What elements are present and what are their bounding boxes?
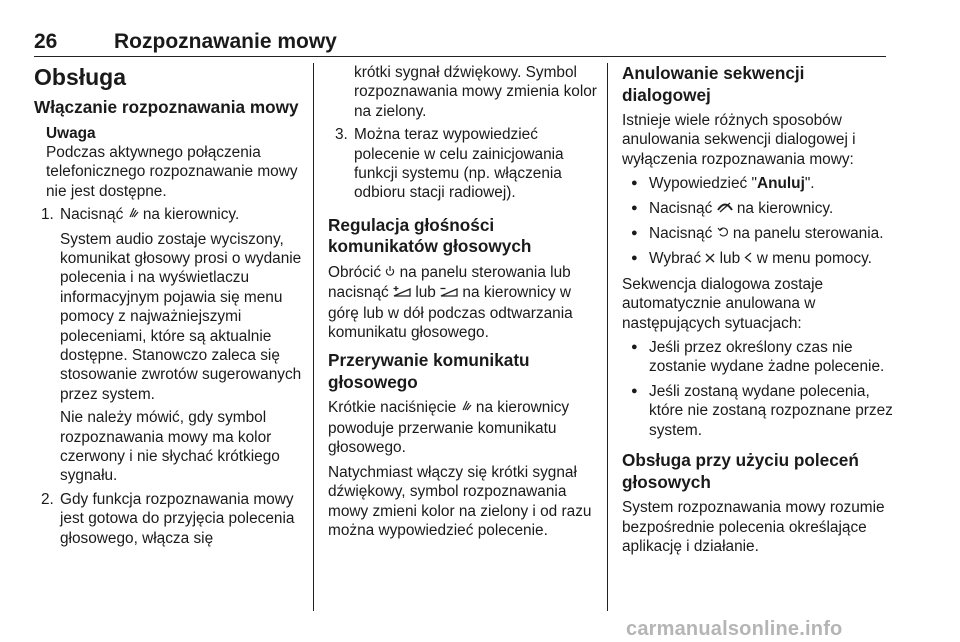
page-header — [34, 30, 886, 57]
step-1-warning: Nie należy mówić, gdy symbol rozpoznawania mowy ma kolor czerwony i nie słychać krótkiego sygnału. — [60, 409, 280, 485]
step-2 — [34, 490, 304, 548]
cancel-intro: Istnieje wiele różnych sposobów anulowania sekwencji dialogowej i wyłączenia rozpoznawania mowy: — [622, 112, 856, 168]
text: na kierownicy w górę lub w dół podczas odtwarzania komunikatu głosowego. — [328, 284, 573, 342]
text: Nacisnąć — [649, 225, 713, 243]
step-3 — [328, 125, 600, 203]
heading-volume: Regulacja głośności komunikatów głosowych — [328, 214, 532, 257]
heading-interrupt: Przerywanie komunikatu głosowego — [328, 350, 530, 392]
text: Nacisnąć — [649, 199, 713, 217]
heading-enable-voice: Włączanie rozpoznawania mowy — [34, 97, 299, 117]
usage-text: System rozpoznawania mowy rozumie bezpośrednie polecenia określające aplikację i działanie. — [622, 499, 885, 555]
list-item — [622, 174, 894, 193]
voice-control-icon — [461, 399, 472, 418]
chevron-left-icon — [744, 250, 752, 269]
column-3 — [622, 63, 894, 561]
watermark: carmanualsonline.info — [626, 618, 843, 640]
text: na panelu sterowania. — [732, 225, 884, 243]
voice-control-icon — [128, 206, 139, 225]
volume-paragraph — [328, 263, 600, 343]
heading-cancel: Anulowanie sekwencji dialogowej — [622, 63, 805, 105]
step-number: 2. — [41, 490, 54, 508]
end-call-icon — [717, 200, 733, 219]
list-item: ● Jeśli zostaną wydane polecenia, które nie zostaną rozpoznane przez system. — [622, 382, 894, 440]
text: Krótkie naciśnięcie — [328, 399, 457, 417]
volume-up-icon — [393, 284, 411, 303]
step-2-continued: krótki sygnał dźwiękowy. Symbol rozpoznawania mowy zmienia kolor na zielony. — [354, 64, 597, 120]
note-text: Podczas aktywnego połączenia telefonicznego rozpoznawanie mowy nie jest dostępne. — [46, 143, 298, 200]
step-number: 1. — [41, 206, 54, 224]
text: Anuluj — [756, 175, 805, 193]
list-item — [622, 249, 894, 269]
step-text: Nacisnąć — [60, 206, 124, 224]
step-text: Gdy funkcja rozpoznawania mowy jest gotowa do przyjęcia polecenia głosowego, włącza się — [60, 490, 295, 547]
text: na panelu sterowania lub nacisnąć — [328, 263, 571, 302]
text: Obrócić — [328, 263, 382, 281]
text: na kierownicy powoduje przerwanie komunikatu głosowego. — [328, 399, 570, 457]
back-icon — [717, 225, 729, 244]
auto-cancel-text: Sekwencja dialogowa zostaje automatycznie anulowana w następujących sytuacjach: — [622, 275, 824, 332]
text: ". — [804, 175, 815, 193]
note-label: Uwaga — [46, 124, 96, 142]
step-text: Można teraz wypowiedzieć polecenie w celu zainicjowania funkcji systemu (np. włączenia odbioru stacji radiowej). — [354, 126, 564, 202]
text: Wypowiedzieć " — [649, 175, 757, 193]
list-item — [622, 199, 894, 219]
section-title: Obsługa — [34, 64, 127, 90]
text: lub — [415, 284, 436, 302]
text: na kierownicy. — [736, 199, 834, 217]
step-1-detail: System audio zostaje wyciszony, komunikat głosowy prosi o wydanie polecenia i na wyświetlaczu informacyjnym pojawia się menu pomocy z najważniejszymi poleceniami, które są aktualnie dostępne. Stanowczo zaleca się stosowanie zwrotów sugerowanych przez system. — [60, 230, 302, 403]
text: lub — [719, 250, 741, 268]
step-number: 3. — [335, 126, 348, 144]
list-item — [622, 224, 894, 244]
step-1 — [34, 205, 304, 225]
page-number: 26 — [34, 30, 58, 53]
heading-usage: Obsługa przy użyciu poleceń głosowych — [622, 450, 859, 492]
column-2 — [328, 63, 600, 545]
volume-down-icon — [440, 284, 458, 303]
power-knob-icon — [385, 264, 395, 283]
text: w menu pomocy. — [756, 250, 872, 268]
step-text: na kierownicy. — [142, 206, 240, 224]
list-item: ● Jeśli przez określony czas nie zostanie wydane żadne polecenie. — [622, 338, 894, 377]
column-divider — [607, 63, 608, 611]
interrupt-paragraph-2: Natychmiast włączy się krótki sygnał dźwiękowy, symbol rozpoznawania mowy zmieni kolor na zielony i od razu można wypowiedzieć polecenie. — [328, 463, 592, 539]
text: Wybrać — [649, 250, 702, 268]
column-1 — [34, 63, 304, 552]
page-title: Rozpoznawanie mowy — [114, 30, 337, 53]
column-divider — [313, 63, 314, 611]
interrupt-paragraph — [328, 398, 600, 457]
close-icon — [705, 250, 715, 269]
